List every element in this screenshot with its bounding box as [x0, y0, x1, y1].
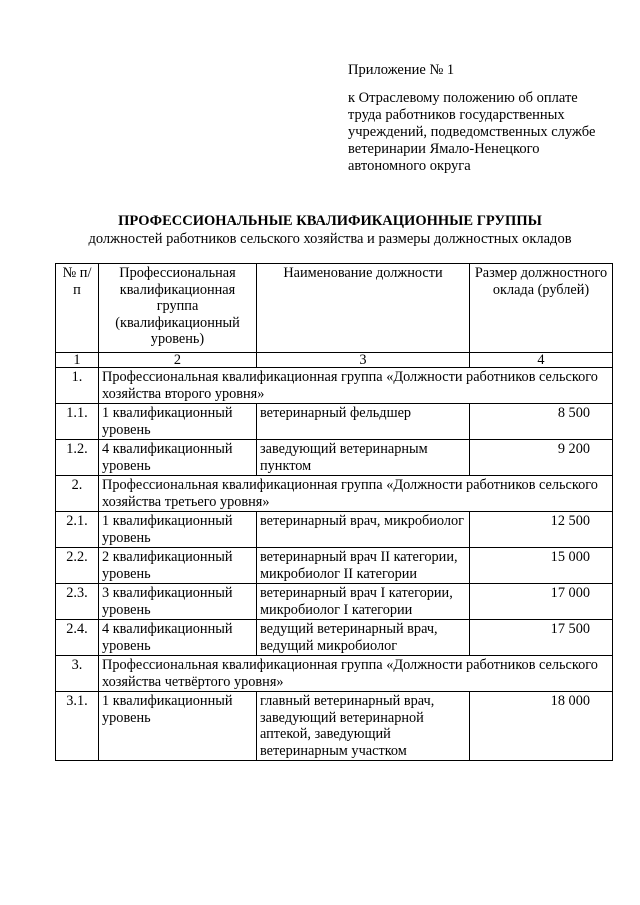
header-qualification-group: Профессиональная квалификационная группа (квалификационный уровень) — [99, 264, 257, 353]
salary-value: 17 000 — [470, 584, 613, 620]
qualification-level: 4 квалификационный уровень — [99, 620, 257, 656]
appendix-line: учреждений, подведомственных службе — [348, 124, 596, 140]
appendix-line: ветеринарии Ямало-Ненецкого — [348, 141, 540, 157]
column-number: 1 — [56, 353, 99, 368]
column-number: 2 — [99, 353, 257, 368]
group-number: 2. — [56, 476, 99, 512]
salary-value: 9 200 — [470, 440, 613, 476]
appendix-number: Приложение № 1 — [348, 62, 455, 78]
row-number: 2.4. — [56, 620, 99, 656]
appendix-line: автономного округа — [348, 158, 471, 174]
qualification-level: 2 квалификационный уровень — [99, 548, 257, 584]
position-name: ведущий ветеринарный врач, ведущий микробиолог — [257, 620, 470, 656]
salary-value: 15 000 — [470, 548, 613, 584]
table-row — [56, 512, 613, 548]
appendix-line: к Отраслевому положению об оплате — [348, 90, 578, 106]
salary-value: 8 500 — [470, 404, 613, 440]
group-row — [56, 368, 613, 404]
row-number: 2.2. — [56, 548, 99, 584]
group-number: 3. — [56, 656, 99, 692]
row-number: 1.2. — [56, 440, 99, 476]
position-name: ветеринарный врач II категории, микробиолог II категории — [257, 548, 470, 584]
position-name: ветеринарный фельдшер — [257, 404, 470, 440]
group-row — [56, 656, 613, 692]
position-name: заведующий ветеринарным пунктом — [257, 440, 470, 476]
column-number: 4 — [470, 353, 613, 368]
qualification-level: 1 квалификационный уровень — [99, 404, 257, 440]
table-row — [56, 404, 613, 440]
column-number-row — [56, 353, 613, 368]
row-number: 3.1. — [56, 692, 99, 761]
header-position-name: Наименование должности — [257, 264, 470, 353]
header-number: № п/п — [56, 264, 99, 353]
appendix-line: труда работников государственных — [348, 107, 565, 123]
row-number: 1.1. — [56, 404, 99, 440]
row-number: 2.1. — [56, 512, 99, 548]
group-number: 1. — [56, 368, 99, 404]
table-row — [56, 692, 613, 761]
table-row — [56, 548, 613, 584]
table-row — [56, 620, 613, 656]
salary-value: 17 500 — [470, 620, 613, 656]
group-row — [56, 476, 613, 512]
column-number: 3 — [257, 353, 470, 368]
salary-value: 18 000 — [470, 692, 613, 761]
document-title: ПРОФЕССИОНАЛЬНЫЕ КВАЛИФИКАЦИОННЫЕ ГРУППЫ — [118, 213, 542, 229]
table-row — [56, 584, 613, 620]
position-name: главный ветеринарный врач, заведующий ветеринарной аптекой, заведующий ветеринарным участком — [257, 692, 470, 761]
group-title: Профессиональная квалификационная группа «Должности работников сельского хозяйства второго уровня» — [99, 368, 613, 404]
qualification-level: 4 квалификационный уровень — [99, 440, 257, 476]
qualification-level: 1 квалификационный уровень — [99, 512, 257, 548]
salary-value: 12 500 — [470, 512, 613, 548]
table-header-row — [56, 264, 613, 353]
group-title: Профессиональная квалификационная группа «Должности работников сельского хозяйства третьего уровня» — [99, 476, 613, 512]
table-row — [56, 440, 613, 476]
row-number: 2.3. — [56, 584, 99, 620]
position-name: ветеринарный врач I категории, микробиолог I категории — [257, 584, 470, 620]
qualification-level: 1 квалификационный уровень — [99, 692, 257, 761]
group-title: Профессиональная квалификационная группа «Должности работников сельского хозяйства четвёртого уровня» — [99, 656, 613, 692]
document-subtitle: должностей работников сельского хозяйства и размеры должностных окладов — [88, 231, 572, 247]
header-salary: Размер должностного оклада (рублей) — [470, 264, 613, 353]
appendix-header — [348, 62, 618, 175]
qualification-level: 3 квалификационный уровень — [99, 584, 257, 620]
position-name: ветеринарный врач, микробиолог — [257, 512, 470, 548]
salary-table — [55, 263, 613, 761]
